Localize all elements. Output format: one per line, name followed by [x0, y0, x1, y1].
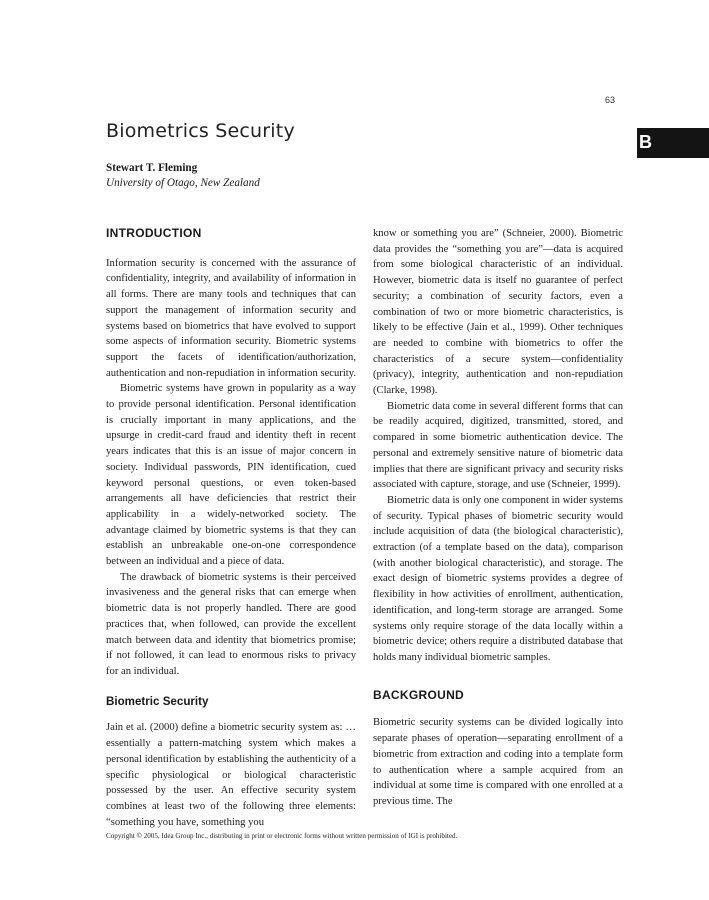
background-heading: BACKGROUND	[373, 687, 464, 702]
right-column	[373, 226, 623, 810]
right-paragraph-3: Biometric data is only one component in wider systems of security. Typical phases of biometric security would include acquisition of data (the biological characteristic), extraction (of a template based on the data), comparison (with another biological characteristic), and storage. The exact design of biometric systems provides a degree of flexibility in how activities of enrollment, authentication, identification, and long-term storage are arranged. Some systems only require storage of the data locally within a biometric device; others require a distributed database that holds many individual biometric samples.	[373, 494, 623, 663]
right-paragraph-2: Biometric data come in several different forms that can be readily acquired, digitized, transmitted, stored, and compared in some biometric authentication device. The personal and extremely sensitive nature of biometric data implies that there are significant privacy and security risks associated with capture, storage, and use (Schneier, 1999).	[373, 400, 623, 491]
right-paragraph-1: know or something you are” (Schneier, 2000). Biometric data provides the “something you are”—data is acquired from some biological characteristic of an individual. However, biometric data is itself no guarantee of perfect security; a combination of security factors, even a combination of two or more biometric characteristics, is likely to be effective (Jain et al., 1999). Other techniques are needed to combine with biometrics to offer the characteristics of a secure system—confidentiality (privacy), integrity, authentication and non-repudiation (Clarke, 1998).	[373, 228, 623, 397]
left-column	[106, 226, 356, 830]
intro-paragraph-1: Information security is concerned with the assurance of confidentiality, integrity, and availability of information in all forms. There are many tools and techniques that can support the management of information security and systems based on biometrics that have evolved to support some aspects of information security. Biometric systems support the facets of identification/authorization, authentication and non-repudiation in information security.	[106, 257, 356, 379]
section-tab-marker	[637, 128, 709, 158]
biometric-security-heading: Biometric Security	[106, 694, 209, 708]
background-paragraph-1: Biometric security systems can be divided logically into separate phases of operation—separating enrollment of a biometric from extraction and coding into a template form to authentication where a sample acquired from an individual at some time is compared with one enrolled at a previous time. The	[373, 717, 623, 807]
article-title: Biometrics Security	[106, 120, 295, 142]
introduction-heading: INTRODUCTION	[106, 226, 202, 240]
author-name: Stewart T. Fleming	[106, 162, 198, 174]
copyright-footer: Copyright © 2005, Idea Group Inc., distributing in print or electronic forms without written permission of IGI is prohibited.	[106, 832, 458, 840]
page-number: 63	[605, 95, 616, 105]
section-tab-letter: B	[639, 132, 652, 152]
biometric-security-paragraph-1: Jain et al. (2000) define a biometric security system as: …essentially a pattern-matching system which makes a personal identification by establishing the authenticity of a specific physiological or biological characteristic possessed by the user. An effective security system combines at least two of the following three elements: “something you have, something you	[106, 722, 356, 828]
intro-paragraph-3: The drawback of biometric systems is their perceived invasiveness and the general risks that can emerge when biometric data is not properly handled. There are good practices that, when followed, can provide the excellent match between data and identity that biometrics promise; if not followed, it can lead to enormous risks to privacy for an individual.	[106, 571, 356, 677]
author-affiliation: University of Otago, New Zealand	[106, 177, 260, 189]
intro-paragraph-2: Biometric systems have grown in popularity as a way to provide personal identification. Personal identification is crucially important in many applications, and the upsurge in credit-card fraud and identity theft in recent years indicates that this is an issue of major concern in society. Individual passwords, PIN identification, cued keyword personal questions, or even token-based arrangements all have deficiencies that restrict their applicability in a widely-networked society. The advantage claimed by biometric systems is that they can establish an unbreakable one-on-one correspondence between an individual and a piece of data.	[106, 383, 356, 568]
